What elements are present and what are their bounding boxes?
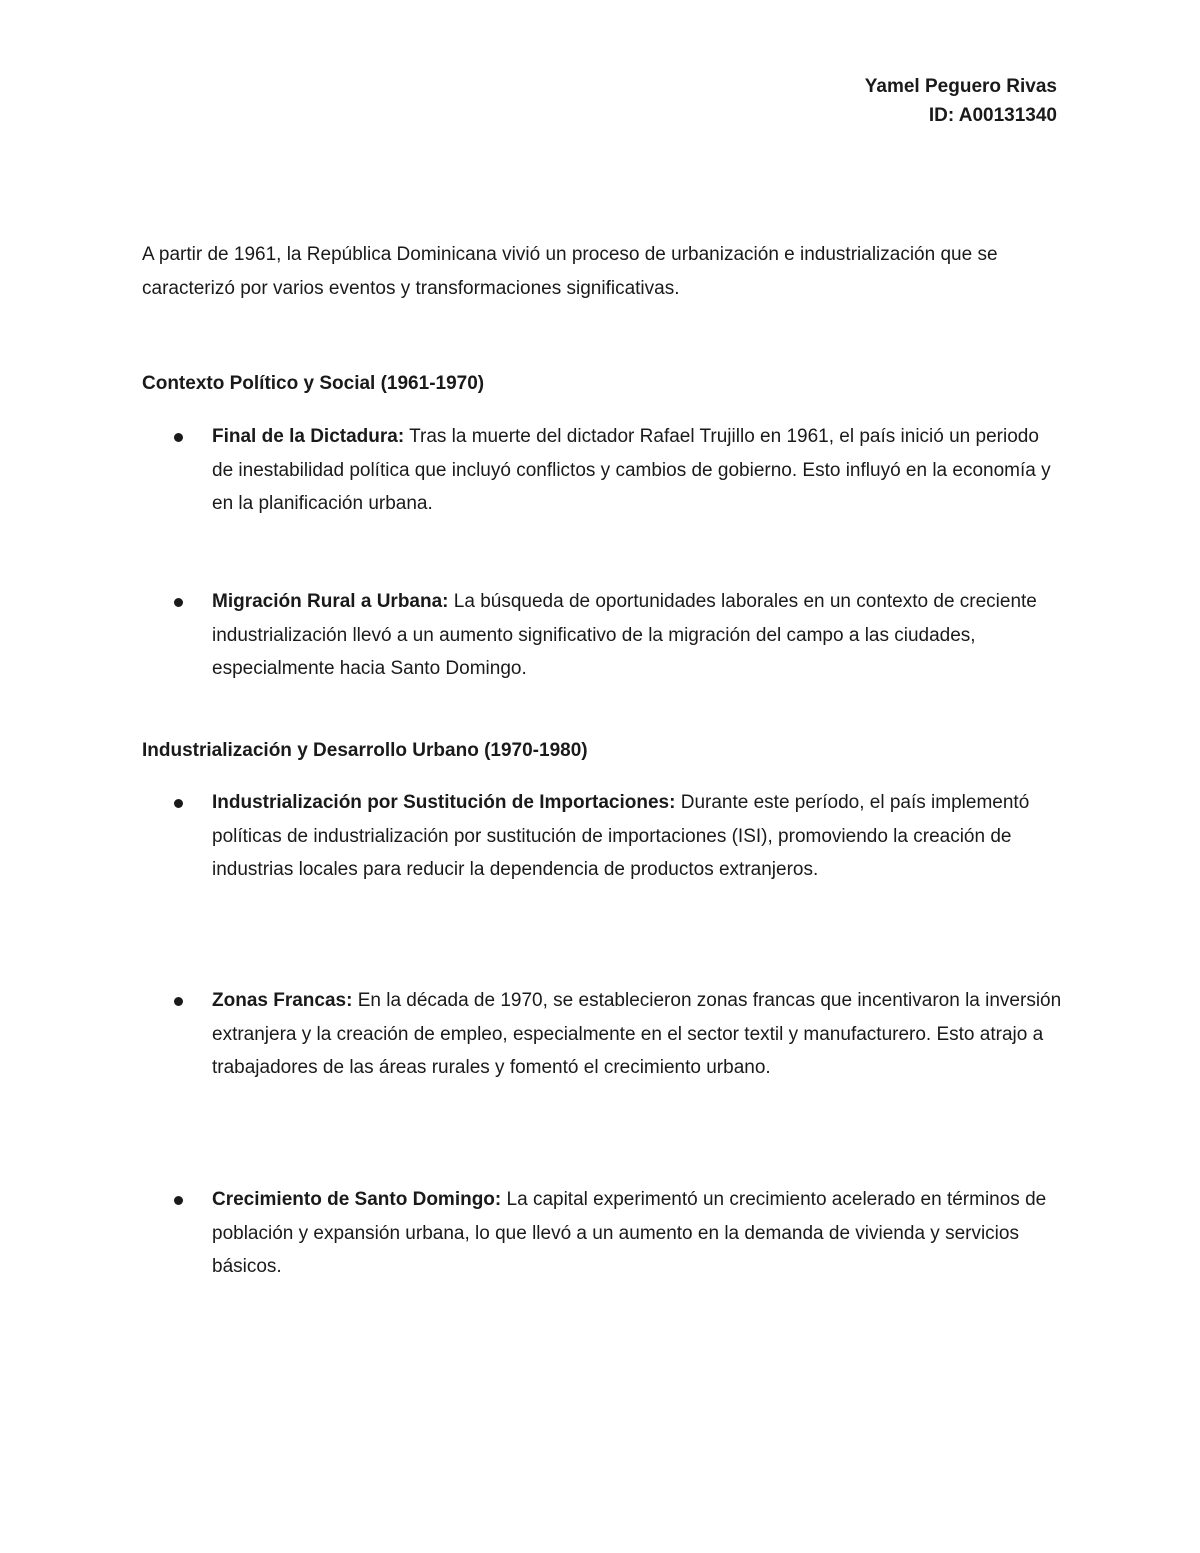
list-item bbox=[212, 1183, 1062, 1284]
author-block bbox=[865, 72, 1057, 130]
bullet-term: Final de la Dictadura: bbox=[212, 426, 405, 447]
bullet-text: En la década de 1970, se establecieron zonas francas que incentivaron la inversión extranjera y la creación de empleo, especialmente en el sector textil y manufacturero. Esto atrajo a trabajadores de las áreas rurales y fomentó el crecimiento urbano. bbox=[212, 990, 1062, 1078]
author-name: Yamel Peguero Rivas bbox=[864, 76, 1057, 97]
list-item bbox=[212, 585, 1062, 686]
bullet-text: La capital experimentó un crecimiento acelerado en términos de población y expansión urbana, lo que llevó a un aumento en la demanda de vivienda y servicios básicos. bbox=[212, 1189, 1047, 1277]
list-item bbox=[212, 420, 1062, 521]
bullet-term: Industrialización por Sustitución de Importaciones: bbox=[212, 792, 676, 813]
bullet-term: Migración Rural a Urbana: bbox=[212, 591, 449, 612]
student-id: ID: A00131340 bbox=[928, 105, 1057, 126]
section-heading-industrialization: Industrialización y Desarrollo Urbano (1970-1980) bbox=[142, 740, 588, 761]
section-heading-political-social: Contexto Político y Social (1961-1970) bbox=[142, 373, 485, 394]
bullet-icon bbox=[174, 997, 183, 1006]
bullet-term: Crecimiento de Santo Domingo: bbox=[212, 1189, 502, 1210]
bullet-icon bbox=[174, 598, 183, 607]
bullet-text: La búsqueda de oportunidades laborales en un contexto de creciente industrialización llevó a un aumento significativo de la migración del campo a las ciudades, especialmente hacia Santo Domingo. bbox=[212, 591, 1037, 679]
intro-paragraph: A partir de 1961, la República Dominicana vivió un proceso de urbanización e industrialización que se caracterizó por varios eventos y transformaciones significativas. bbox=[142, 244, 998, 299]
bullet-icon bbox=[174, 1196, 183, 1205]
bullet-text: Durante este período, el país implementó políticas de industrialización por sustitución de importaciones (ISI), promoviendo la creación de industrias locales para reducir la dependencia de productos extranjeros. bbox=[212, 792, 1030, 880]
bullet-icon bbox=[174, 433, 183, 442]
list-item bbox=[212, 786, 1062, 887]
bullet-icon bbox=[174, 799, 183, 808]
bullet-text: Tras la muerte del dictador Rafael Trujillo en 1961, el país inició un periodo de inestabilidad política que incluyó conflictos y cambios de gobierno. Esto influyó en la economía y en la planificación urbana. bbox=[212, 426, 1051, 514]
list-item bbox=[212, 984, 1062, 1085]
bullet-term: Zonas Francas: bbox=[212, 990, 353, 1011]
